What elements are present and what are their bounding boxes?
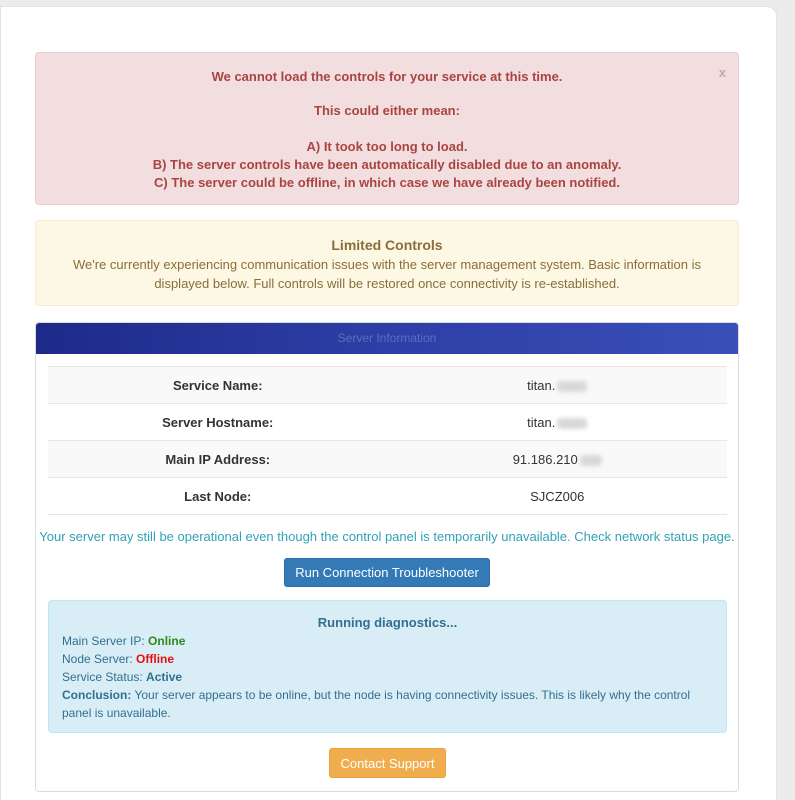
error-reason-b: B) The server controls have been automatically disabled due to an anomaly. <box>152 157 622 172</box>
last-node-value: SJCZ006 <box>530 488 585 504</box>
content-card <box>0 6 777 800</box>
table-row <box>48 478 727 515</box>
table-row <box>48 404 727 441</box>
main-ip-label: Main IP Address: <box>165 451 271 467</box>
server-hostname-label: Server Hostname: <box>162 414 274 430</box>
diagnostics-title: Running diagnostics... <box>317 615 458 630</box>
server-info-table <box>48 366 727 515</box>
panel-heading: Server Information <box>36 323 738 354</box>
table-row <box>48 367 727 404</box>
redacted-blur <box>557 418 587 429</box>
error-alert <box>35 52 739 205</box>
run-troubleshooter-button[interactable]: Run Connection Troubleshooter <box>284 558 490 587</box>
service-status-row: Service Status: Active <box>62 670 183 684</box>
error-reason-a: A) It took too long to load. <box>306 139 468 154</box>
main-ip-status-row: Main Server IP: Online <box>62 634 186 648</box>
error-reason-c: C) The server could be offline, in which case we have already been notified. <box>154 175 620 190</box>
service-name-label: Service Name: <box>172 377 263 393</box>
conclusion-label: Conclusion: <box>62 688 132 702</box>
main-ip-value: 91.186.210 <box>388 441 728 478</box>
error-subtitle: This could either mean: <box>314 103 460 118</box>
limited-controls-body: We're currently experiencing communication issues with the server management system. Basic information is displayed below. Full controls will be restored once connectivity is re-established. <box>73 257 701 291</box>
node-status: Offline <box>136 652 175 666</box>
limited-controls-alert <box>35 220 739 306</box>
service-status: Active <box>146 670 183 684</box>
last-node-label: Last Node: <box>184 488 252 504</box>
main-ip-status: Online <box>148 634 186 648</box>
redacted-blur <box>580 455 602 466</box>
server-info-panel <box>35 322 739 792</box>
server-hostname-value: titan. <box>388 404 728 441</box>
error-message: We cannot load the controls for your service at this time. <box>211 69 563 84</box>
close-icon[interactable]: x <box>718 65 726 80</box>
limited-controls-title: Limited Controls <box>331 237 443 253</box>
service-name-value: titan. <box>388 367 728 404</box>
contact-support-button[interactable]: Contact Support <box>329 748 446 778</box>
diagnostics-box <box>48 600 727 733</box>
table-row <box>48 441 727 478</box>
redacted-blur <box>557 381 587 392</box>
conclusion-text: Your server appears to be online, but the node is having connectivity issues. This is likely why the control panel is unavailable. <box>62 688 691 720</box>
node-status-row: Node Server: Offline <box>62 652 175 666</box>
operational-note: Your server may still be operational even though the control panel is temporarily unavailable. Check network status page. <box>39 529 735 544</box>
conclusion-row <box>62 686 713 722</box>
